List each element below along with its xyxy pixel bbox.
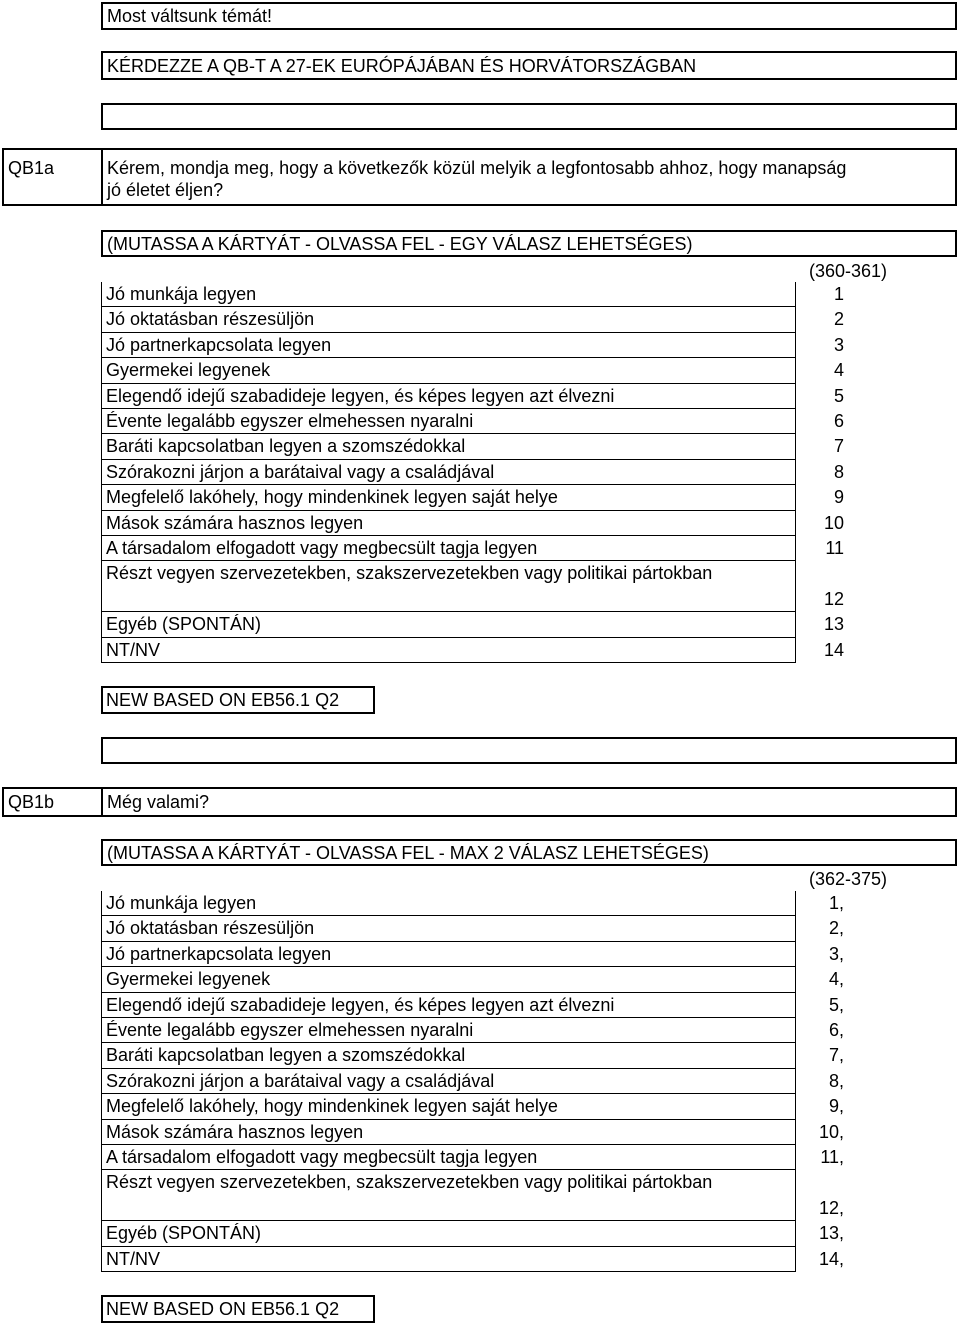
option-code: 13, <box>818 1223 844 1244</box>
qb1b-question: Még valami? <box>107 792 210 812</box>
option-code: 2 <box>833 309 844 330</box>
option-label: Egyéb (SPONTÁN) <box>106 614 262 635</box>
option-label: Baráti kapcsolatban legyen a szomszédokkal <box>106 436 466 457</box>
option-label: Megfelelő lakóhely, hogy mindenkinek legyen saját helye <box>106 1096 558 1117</box>
option-label: Jó partnerkapcsolata legyen <box>106 334 332 355</box>
option-label: NT/NV <box>106 1248 160 1269</box>
option-label: Jó munkája legyen <box>106 893 257 913</box>
option-label: A társadalom elfogadott vagy megbecsült tagja legyen <box>106 1147 538 1167</box>
option-code: 1 <box>833 284 844 304</box>
option-label: Évente legalább egyszer elmehessen nyaralni <box>106 1020 474 1040</box>
option-label: Szórakozni járjon a barátaival vagy a családjával <box>106 461 495 482</box>
option-label: Jó partnerkapcsolata legyen <box>106 943 332 964</box>
options-frame <box>101 891 796 1272</box>
qb1b-divider <box>101 787 103 817</box>
option-code: 4 <box>833 360 844 381</box>
qb1a-card-instruction: (MUTASSA A KÁRTYÁT - OLVASSA FEL - EGY VÁLASZ LEHETSÉGES) <box>107 234 693 254</box>
qb1a-question-line2: jó életet éljen? <box>107 180 224 200</box>
option-code: 3, <box>828 943 844 964</box>
option-code: 9, <box>828 1096 844 1117</box>
option-label: Baráti kapcsolatban legyen a szomszédokkal <box>106 1045 466 1066</box>
instruction-text: KÉRDEZZE A QB-T A 27-EK EURÓPÁJÁBAN ÉS HORVÁTORSZÁGBAN <box>107 56 697 76</box>
option-code: 3 <box>833 334 844 355</box>
option-code: 6 <box>833 411 844 431</box>
empty-box-2 <box>101 737 957 764</box>
qb1b-columns: (362-375) <box>808 869 887 889</box>
option-label: Megfelelő lakóhely, hogy mindenkinek legyen saját helye <box>106 487 558 508</box>
option-code: 1, <box>828 893 844 913</box>
option-label: Szórakozni járjon a barátaival vagy a családjával <box>106 1070 495 1091</box>
option-label: Elegendő idejű szabadideje legyen, és képes legyen azt élvezni <box>106 994 615 1015</box>
option-code: 5 <box>833 385 844 406</box>
option-label: Jó oktatásban részesüljön <box>106 918 315 939</box>
option-code: 11, <box>820 1147 844 1167</box>
option-code: 10 <box>823 512 844 533</box>
option-code: 5, <box>828 994 844 1015</box>
option-label: NT/NV <box>106 639 160 660</box>
qb1a-divider <box>101 148 103 206</box>
empty-box-1 <box>101 103 957 130</box>
option-label: Évente legalább egyszer elmehessen nyaralni <box>106 411 474 431</box>
option-label: A társadalom elfogadott vagy megbecsült tagja legyen <box>106 538 538 558</box>
option-label: Egyéb (SPONTÁN) <box>106 1223 262 1244</box>
qb1b-note: NEW BASED ON EB56.1 Q2 <box>106 1299 340 1319</box>
option-label: Jó munkája legyen <box>106 284 257 304</box>
option-code: 12, <box>818 1197 844 1218</box>
option-code: 7 <box>833 436 844 457</box>
option-label: Mások számára hasznos legyen <box>106 1121 364 1142</box>
option-code: 2, <box>828 918 844 939</box>
option-code: 14, <box>818 1248 844 1269</box>
qb1a-columns: (360-361) <box>808 261 887 281</box>
option-label: Gyermekei legyenek <box>106 360 271 381</box>
option-label: Elegendő idejű szabadideje legyen, és képes legyen azt élvezni <box>106 385 615 406</box>
option-label: Részt vegyen szervezetekben, szakszervezetekben vagy politikai pártokban <box>106 563 713 584</box>
option-code: 12 <box>823 588 844 609</box>
option-label: Részt vegyen szervezetekben, szakszervezetekben vagy politikai pártokban <box>106 1172 713 1193</box>
option-code: 9 <box>833 487 844 508</box>
option-label: Jó oktatásban részesüljön <box>106 309 315 330</box>
options-frame <box>101 282 796 663</box>
qb1a-question-line1: Kérem, mondja meg, hogy a következők közül melyik a legfontosabb ahhoz, hogy manapság <box>107 158 847 178</box>
intro-text: Most váltsunk témát! <box>107 6 273 26</box>
option-code: 6, <box>828 1020 844 1040</box>
option-label: Mások számára hasznos legyen <box>106 512 364 533</box>
option-code: 11 <box>825 538 844 558</box>
option-code: 8, <box>828 1070 844 1091</box>
option-label: Gyermekei legyenek <box>106 969 271 990</box>
qb1b-card-instruction: (MUTASSA A KÁRTYÁT - OLVASSA FEL - MAX 2 VÁLASZ LEHETSÉGES) <box>107 843 709 863</box>
option-code: 13 <box>823 614 844 635</box>
option-code: 10, <box>818 1121 844 1142</box>
qb1a-code: QB1a <box>8 158 55 178</box>
option-code: 7, <box>828 1045 844 1066</box>
qb1a-note: NEW BASED ON EB56.1 Q2 <box>106 690 340 710</box>
option-code: 8 <box>833 461 844 482</box>
option-code: 4, <box>828 969 844 990</box>
option-code: 14 <box>823 639 844 660</box>
qb1b-code: QB1b <box>8 792 55 812</box>
